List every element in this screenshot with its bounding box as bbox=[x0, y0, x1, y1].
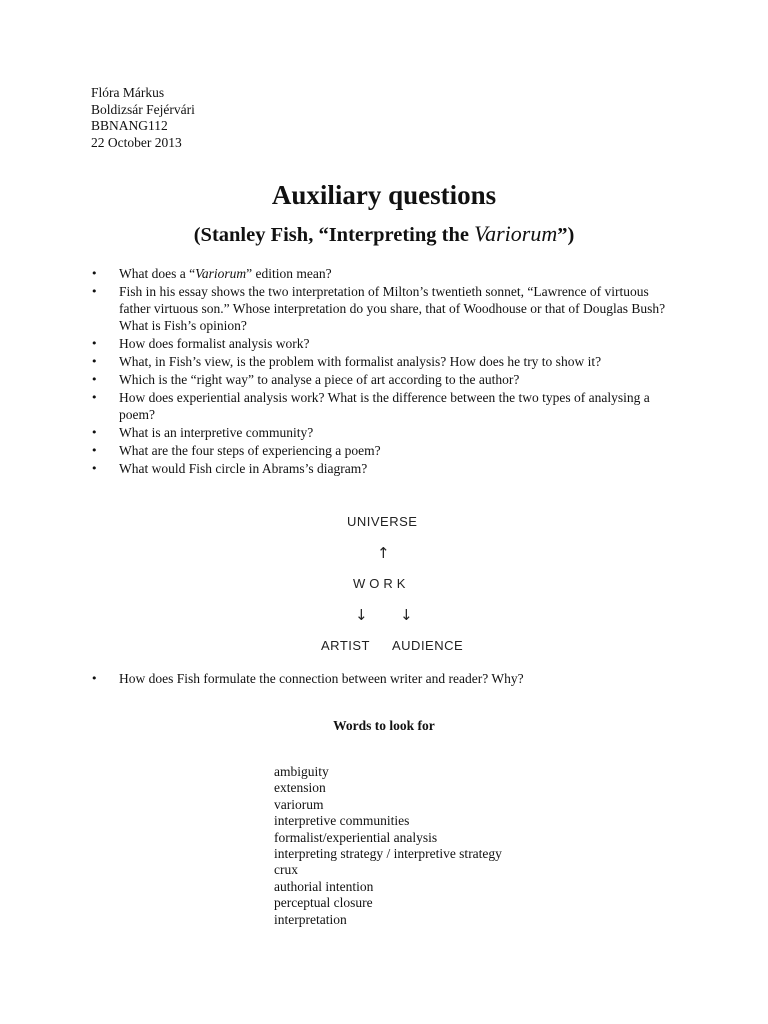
words-heading: Words to look for bbox=[333, 718, 435, 733]
question-text: What, in Fish’s view, is the problem with formalist analysis? How does he try to show it? bbox=[119, 353, 602, 369]
question-text: ” edition mean? bbox=[246, 266, 332, 281]
subtitle-prefix: (Stanley Fish, “Interpreting the bbox=[193, 224, 475, 246]
question-text: What would Fish circle in Abrams’s diagram? bbox=[119, 461, 368, 477]
page-title: Auxiliary questions bbox=[271, 180, 497, 210]
list-item bbox=[91, 390, 681, 424]
bullet-icon: • bbox=[91, 372, 98, 386]
up-arrow-icon: ↑ bbox=[377, 544, 390, 562]
list-item bbox=[91, 284, 681, 334]
bullet-icon: • bbox=[91, 672, 98, 685]
bullet-icon: • bbox=[91, 444, 98, 458]
bullet-icon: • bbox=[91, 285, 98, 299]
question-text: Fish in his essay shows the two interpretation of Milton’s twentieth sonnet, “Lawrence of virtuous father virtuous son.” Whose interpretation do you share, that of Woodhouse or that of Douglas Bush? What is Fish’s opinion? bbox=[119, 284, 666, 333]
question-text: How does experiential analysis work? What is the difference between the two types of analysing a poem? bbox=[119, 390, 650, 422]
course-code: BBNANG112 bbox=[91, 118, 168, 133]
list-item bbox=[91, 425, 681, 442]
document-date: 22 October 2013 bbox=[91, 134, 182, 150]
student-name: Flóra Márkus bbox=[91, 85, 165, 100]
word-item: crux bbox=[274, 862, 298, 878]
list-item bbox=[91, 266, 681, 283]
list-item bbox=[91, 372, 681, 389]
list-item bbox=[91, 443, 681, 460]
diagram-audience-label: AUDIENCE bbox=[392, 638, 464, 653]
down-arrow-left-icon: ↓ bbox=[355, 606, 368, 624]
diagram-universe-label: UNIVERSE bbox=[347, 514, 418, 529]
page-subtitle bbox=[0, 220, 768, 249]
document-header bbox=[91, 85, 195, 151]
diagram-work-label: WORK bbox=[353, 576, 410, 591]
teacher-name: Boldizsár Fejérvári bbox=[91, 101, 195, 117]
word-item: formalist/experiential analysis bbox=[274, 829, 438, 845]
word-item: interpretation bbox=[274, 911, 347, 927]
list-item bbox=[91, 461, 681, 478]
question-text: How does Fish formulate the connection between writer and reader? Why? bbox=[119, 671, 524, 686]
question-text: What does a “ bbox=[119, 266, 196, 281]
subtitle-suffix: ”) bbox=[557, 224, 575, 246]
bullet-icon: • bbox=[91, 354, 98, 368]
word-item: ambiguity bbox=[274, 764, 329, 779]
words-list bbox=[274, 764, 502, 928]
bullet-icon: • bbox=[91, 336, 98, 350]
question-italic-text: Variorum bbox=[195, 266, 247, 281]
question-list bbox=[91, 266, 681, 479]
question-text: What are the four steps of experiencing a poem? bbox=[119, 443, 381, 459]
question-list-after-diagram bbox=[91, 671, 681, 688]
word-item: extension bbox=[274, 780, 326, 796]
list-item bbox=[91, 354, 681, 371]
question-text: Which is the “right way” to analyse a piece of art according to the author? bbox=[119, 371, 520, 387]
diagram-artist-label: ARTIST bbox=[321, 638, 370, 653]
question-text: How does formalist analysis work? bbox=[119, 335, 310, 351]
word-item: interpretive communities bbox=[274, 813, 410, 829]
bullet-icon: • bbox=[91, 267, 98, 280]
bullet-icon: • bbox=[91, 462, 98, 476]
subtitle-italic: Variorum bbox=[474, 221, 558, 246]
word-item: perceptual closure bbox=[274, 895, 373, 911]
word-item: authorial intention bbox=[274, 878, 374, 894]
word-item: interpreting strategy / interpretive strategy bbox=[274, 846, 502, 862]
list-item bbox=[91, 671, 681, 688]
bullet-icon: • bbox=[91, 391, 98, 405]
word-item: variorum bbox=[274, 796, 324, 812]
down-arrow-right-icon: ↓ bbox=[400, 606, 413, 624]
list-item bbox=[91, 336, 681, 353]
bullet-icon: • bbox=[91, 425, 98, 439]
question-text: What is an interpretive community? bbox=[119, 424, 314, 440]
